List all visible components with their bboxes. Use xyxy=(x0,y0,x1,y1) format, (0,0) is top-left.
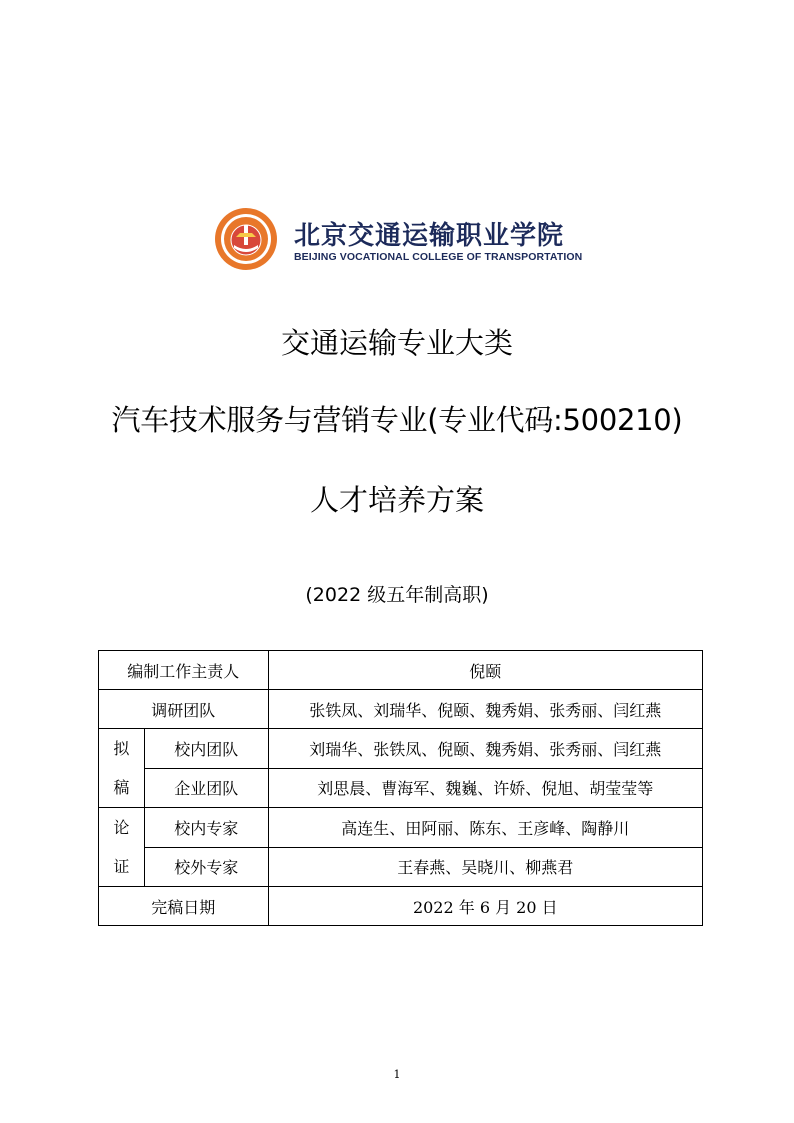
drafting-enterprise-value: 刘思晨、曹海军、魏巍、许娇、倪旭、胡莹莹等 xyxy=(268,768,702,808)
program-subtitle: (2022 级五年制高职) xyxy=(305,584,489,606)
review-char-1: 论 xyxy=(113,818,130,837)
college-logo xyxy=(214,207,583,271)
plan-info-table xyxy=(98,650,703,926)
major-title: 汽车技术服务与营销专业(专业代码:500210) xyxy=(111,403,683,437)
drafting-char-2: 稿 xyxy=(113,778,130,797)
drafting-school-label: 校内团队 xyxy=(144,729,268,769)
page-number: 1 xyxy=(393,1068,401,1081)
drafting-enterprise-label: 企业团队 xyxy=(144,768,268,808)
table-row-review-external xyxy=(99,847,703,887)
table-row-research xyxy=(99,690,703,729)
drafting-school-value: 刘瑞华、张铁凤、倪颐、魏秀娟、张秀丽、闫红燕 xyxy=(268,729,702,769)
table-row-lead xyxy=(99,651,703,690)
research-label: 调研团队 xyxy=(99,690,269,729)
college-emblem-icon xyxy=(214,207,278,271)
drafting-group-label xyxy=(99,729,145,808)
review-internal-value: 高连生、田阿丽、陈东、王彦峰、陶静川 xyxy=(268,808,702,848)
plan-title: 人才培养方案 xyxy=(309,483,484,517)
table-row-drafting-school xyxy=(99,729,703,769)
review-external-label: 校外专家 xyxy=(144,847,268,887)
date-label: 完稿日期 xyxy=(99,887,269,926)
date-value: 2022 年 6 月 20 日 xyxy=(268,887,702,926)
lead-label: 编制工作主责人 xyxy=(99,651,269,690)
lead-value: 倪颐 xyxy=(268,651,702,690)
drafting-char-1: 拟 xyxy=(113,739,130,758)
review-external-value: 王春燕、吴晓川、柳燕君 xyxy=(268,847,702,887)
review-group-label xyxy=(99,808,145,887)
table-row-drafting-enterprise xyxy=(99,768,703,808)
college-name-chinese: 北京交通运输职业学院 xyxy=(294,221,565,251)
research-value: 张铁凤、刘瑞华、倪颐、魏秀娟、张秀丽、闫红燕 xyxy=(268,690,702,729)
college-name-english: BEIJING VOCATIONAL COLLEGE OF TRANSPORTATION xyxy=(294,251,583,263)
category-title: 交通运输专业大类 xyxy=(280,326,513,360)
table-row-review-internal xyxy=(99,808,703,848)
review-internal-label: 校内专家 xyxy=(144,808,268,848)
table-row-date xyxy=(99,887,703,926)
review-char-2: 证 xyxy=(113,857,130,876)
